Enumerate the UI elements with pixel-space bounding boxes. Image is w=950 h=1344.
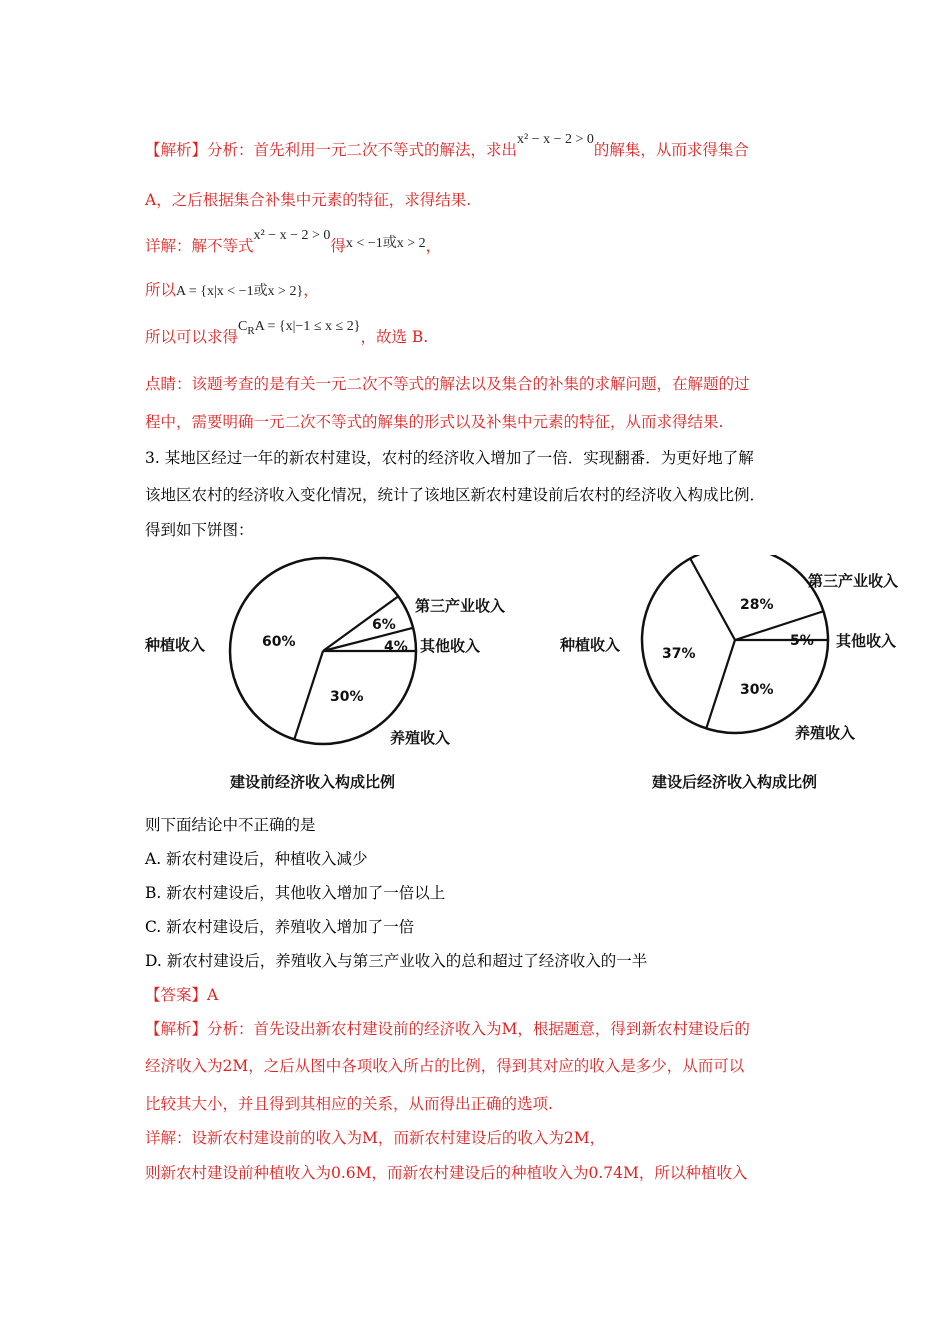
question-line-1: 3. 某地区经过一年的新农村建设，农村的经济收入增加了一倍．实现翻番．为更好地了解 [145,449,754,467]
pie-before-pct-other: 4% [384,639,408,655]
pie-before-label-breeding: 养殖收入 [390,729,451,747]
complement-formula: $C_RA = \{x|-1 \le x \le 2\}$ [238,319,361,337]
inequality-formula: x² − x − 2 > 0 [517,132,594,147]
pie-before-label-planting: 种植收入 [145,636,206,654]
pie-before-label-other: 其他收入 [420,637,481,655]
question-line-3: 得到如下饼图： [145,521,254,539]
analysis2-detail-1: 详解：设新农村建设前的收入为M，而新农村建设后的收入为2M， [145,1129,606,1147]
analysis2-detail-2: 则新农村建设前种植收入为0.6M，而新农村建设后的种植收入为0.74M，所以种植收入 [145,1164,748,1182]
pie-after-pct-breeding: 30% [740,682,774,698]
option-d: D. 新农村建设后，养殖收入与第三产业收入的总和超过了经济收入的一半 [145,952,648,970]
analysis2-line-2: 经济收入为2M，之后从图中各项收入所占的比例，得到其对应的收入是多少，从而可以 [145,1057,745,1075]
analysis-line-1: 【解析】分析：首先利用一元二次不等式的解法，求出x² − x − 2 > 0的解集，从而求得集合 [145,132,749,159]
pie-before-label-tertiary: 第三产业收入 [415,597,506,615]
set-a-formula: A = {x|x < −1或x > 2} [176,284,304,299]
analysis-tag: 【解析】 [145,141,208,159]
pie-after-label-planting: 种植收入 [560,636,621,654]
pie-after-label-breeding: 养殖收入 [795,724,856,742]
pie-after-slice-breeding [706,640,735,728]
pie-after-label-tertiary: 第三产业收入 [808,572,899,590]
pie-after-label-other: 其他收入 [836,632,897,650]
option-b: B. 新农村建设后，其他收入增加了一倍以上 [145,884,446,902]
analysis2-line-1: 【解析】分析：首先设出新农村建设前的经济收入为M，根据题意，得到新农村建设后的 [145,1020,750,1038]
solution-formula: x < −1或x > 2 [345,236,426,251]
pie-charts-figure [0,555,950,805]
detail-line: 详解：解不等式x² − x − 2 > 0得x < −1或x > 2， [145,228,442,255]
pie-before-pct-planting: 60% [262,634,296,650]
pie-after-pct-planting: 37% [662,646,696,662]
question-line-2: 该地区农村的经济收入变化情况，统计了该地区新农村建设前后农村的经济收入构成比例． [145,486,766,504]
set-a-line: 所以A = {x|x < −1或x > 2}， [145,281,319,299]
analysis-line-2: A，之后根据集合补集中元素的特征，求得结果. [145,191,472,209]
option-a: A. 新农村建设后，种植收入减少 [145,850,368,868]
option-c: C. 新农村建设后，养殖收入增加了一倍 [145,918,415,936]
answer-tag: 【答案】 [145,986,208,1004]
pie-before-pct-breeding: 30% [330,689,364,705]
answer-value: A [207,986,219,1004]
pie-before-slice-breeding [294,651,323,739]
inequality-formula: x² − x − 2 > 0 [253,228,331,243]
question-prompt: 则下面结论中不正确的是 [145,816,316,834]
pie-after-title: 建设后经济收入构成比例 [652,773,818,791]
comment-line-2: 程中，需要明确一元二次不等式的解集的形式以及补集中元素的特征，从而求得结果. [145,413,724,431]
analysis2-line-3: 比较其大小，并且得到其相应的关系，从而得出正确的选项. [145,1095,553,1113]
pie-after-pct-tertiary: 28% [740,597,774,613]
answer-line [145,985,218,1005]
pie-after-pct-other: 5% [790,633,814,649]
pie-before-pct-tertiary: 6% [372,617,396,633]
pie-before-title: 建设前经济收入构成比例 [230,773,396,791]
comment-line-1: 点睛：该题考查的是有关一元二次不等式的解法以及集合的补集的求解问题，在解题的过 [145,375,750,393]
pie-after-slice-planting [690,559,735,640]
complement-line: 所以可以求得$C_RA = \{x|-1 \le x \le 2\}$，故选 B. [145,319,429,346]
